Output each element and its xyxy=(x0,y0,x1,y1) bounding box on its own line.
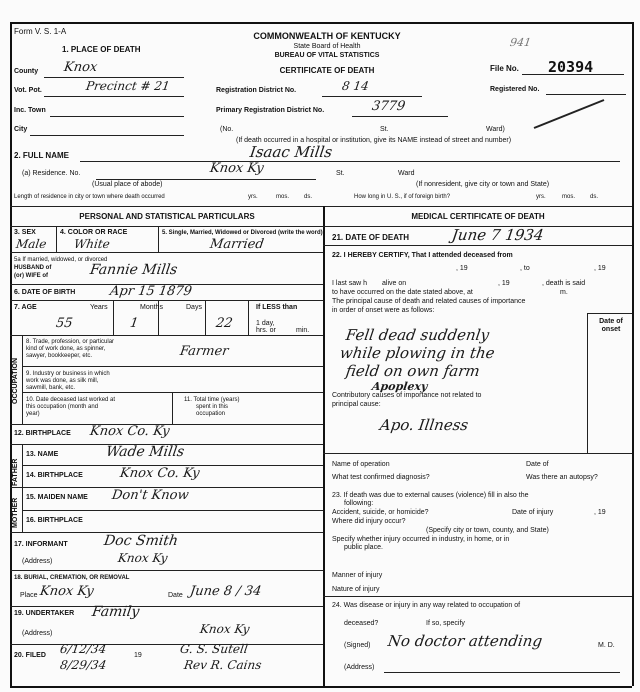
burial-place-label: Place xyxy=(20,592,38,599)
age-years-value: 55 xyxy=(54,316,74,331)
city-label: City xyxy=(14,126,28,133)
vot-label: Vot. Pot. xyxy=(14,87,42,94)
certificate-title: CERTIFICATE OF DEATH xyxy=(279,66,375,75)
father-birthplace-label: 14. BIRTHPLACE xyxy=(26,472,83,479)
min-label: min. xyxy=(296,327,310,334)
day-label: 1 day, xyxy=(256,320,275,327)
q24-line-1: 24. Was disease or injury in any way related to occupation of xyxy=(332,602,521,609)
col-rule xyxy=(158,226,159,252)
external-where: Where did injury occur? xyxy=(332,518,406,525)
industry-label-2: work was done, as silk mill, xyxy=(26,378,99,384)
age-days-value: 22 xyxy=(214,316,234,331)
length-of-residence-note: Length of residence in city or town where death occurred xyxy=(14,194,165,200)
occurred-m: m. xyxy=(560,289,568,296)
undertaker-address-label: (Address) xyxy=(22,630,53,637)
age-label: 7. AGE xyxy=(14,304,37,311)
signed-label: (Signed) xyxy=(344,642,371,649)
trade-label-2: kind of work done, as spinner, xyxy=(26,346,106,352)
last-worked-label-1: 10. Date deceased last worked at xyxy=(26,397,116,403)
last-saw-4: , death is said xyxy=(542,280,586,287)
residence-value: Knox Ky xyxy=(208,161,265,176)
occupation-side-rule xyxy=(22,335,23,424)
us-ds: ds. xyxy=(590,194,599,200)
vot-rule xyxy=(44,96,184,97)
registered-no-rule xyxy=(546,94,626,95)
occupation-side-label: OCCUPATION xyxy=(12,357,19,404)
manner-label: Manner of injury xyxy=(332,572,383,579)
mother-birthplace-label: 16. BIRTHPLACE xyxy=(26,517,83,524)
burial-place-value: Knox Ky xyxy=(38,584,95,599)
usual-place-note: (Usual place of abode) xyxy=(92,181,163,188)
q24-line-3: If so, specify xyxy=(426,620,465,627)
contributory-value: Apo. Illness xyxy=(378,416,470,434)
mother-maiden-value: Don't Know xyxy=(110,488,190,503)
filed-date-2: 8/29/34 xyxy=(59,658,108,672)
col-rule xyxy=(113,300,114,335)
total-time-label-3: occupation xyxy=(196,411,226,417)
spouse-label-1: 5a If married, widowed, or divorced xyxy=(14,257,108,263)
row-rule xyxy=(323,245,632,246)
days-label: Days xyxy=(186,304,202,311)
last-saw-3: , 19 xyxy=(498,280,510,287)
undertaker-address-value: Knox Ky xyxy=(199,622,251,636)
father-birthplace-value: Knox Co. Ky xyxy=(118,466,201,481)
q24-line-2: deceased? xyxy=(344,620,379,627)
last-saw-1: I last saw h xyxy=(332,280,368,287)
external-19: , 19 xyxy=(594,509,606,516)
principal-cause-2: in order of onset were as follows: xyxy=(332,307,435,314)
row-rule xyxy=(10,335,323,336)
principal-cause-1: The principal cause of death and related causes of importance xyxy=(332,298,526,305)
right-border xyxy=(632,22,634,686)
us-residence-note: How long in U. S., if of foreign birth? xyxy=(354,194,451,200)
months-label: Months xyxy=(140,304,163,311)
last-worked-label-2: this occupation (month and xyxy=(26,404,99,410)
external-2: following: xyxy=(344,500,374,507)
reg-district-value: 8 14 xyxy=(341,79,370,93)
medical-address-rule xyxy=(384,672,620,673)
trade-label-1: 8. Trade, profession, or particular xyxy=(26,339,115,345)
left-border xyxy=(10,22,12,686)
us-mos: mos. xyxy=(562,194,576,200)
external-3: Accident, suicide, or homicide? xyxy=(332,509,429,516)
occurred-label: to have occurred on the date stated above, at xyxy=(332,289,473,296)
hospital-note: (If death occurred in a hospital or institution, give its NAME instead of street and number) xyxy=(236,137,512,144)
informant-address-value: Knox Ky xyxy=(117,551,169,565)
file-no-label: File No. xyxy=(490,64,519,73)
spouse-value: Fannie Mills xyxy=(88,262,179,278)
burial-date-label: Date xyxy=(168,592,183,599)
date-of-onset-label: Date of onset xyxy=(599,318,623,333)
pen-slash-mark xyxy=(530,96,610,132)
undertaker-label: 19. UNDERTAKER xyxy=(14,610,75,617)
trade-label-3: sawyer, bookkeeper, etc. xyxy=(26,353,93,359)
filed-19: 19 xyxy=(134,652,142,659)
residence-st-label: St. xyxy=(336,170,345,177)
top-border xyxy=(10,22,632,24)
onset-col-rule xyxy=(587,313,588,453)
reg-district-rule xyxy=(322,96,422,97)
registrar-sig-2: Rev R. Cains xyxy=(183,658,263,672)
primary-reg-value: 3779 xyxy=(370,99,407,114)
dod-label: 21. DATE OF DEATH xyxy=(332,233,410,242)
filed-label: 20. FILED xyxy=(14,652,46,659)
city-rule xyxy=(30,135,184,136)
nature-label: Nature of injury xyxy=(332,586,380,593)
certify-19b: , 19 xyxy=(594,265,606,272)
col-rule xyxy=(56,226,57,252)
primary-reg-rule xyxy=(352,116,448,117)
form-id: Form V. S. 1-A xyxy=(14,27,67,36)
birthplace-label: 12. BIRTHPLACE xyxy=(14,430,71,437)
col-rule xyxy=(172,392,173,424)
age-months-value: 1 xyxy=(128,316,140,331)
vot-value: Precinct # 21 xyxy=(85,79,171,93)
burial-label: 18. BURIAL, CREMATION, OR REMOVAL xyxy=(14,575,130,581)
county-value: Knox xyxy=(62,60,99,75)
father-side-label: FATHER xyxy=(12,458,19,486)
row-rule xyxy=(10,252,323,253)
row-rule xyxy=(323,596,632,597)
industry-label-1: 9. Industry or business in which xyxy=(26,371,110,377)
mother-side-label: MOTHER xyxy=(12,497,19,528)
spouse-label-2: HUSBAND of xyxy=(14,265,52,271)
col-rule xyxy=(205,300,206,335)
registrar-sig-1: G. S. Sutell xyxy=(179,642,249,656)
full-name-value: Isaac Mills xyxy=(248,143,334,161)
length-ds: ds. xyxy=(304,194,313,200)
personal-section-title: PERSONAL AND STATISTICAL PARTICULARS xyxy=(79,212,255,221)
registered-no-label: Registered No. xyxy=(490,86,540,93)
signed-value: No doctor attending xyxy=(386,632,544,650)
file-no-rule xyxy=(522,74,624,75)
external-5: Specify whether injury occurred in industry, in home, or in xyxy=(332,536,510,543)
row-rule xyxy=(10,300,323,301)
place-of-death-label: 1. PLACE OF DEATH xyxy=(62,45,141,54)
sex-value: Male xyxy=(15,237,48,251)
burial-date-value: June 8 / 34 xyxy=(188,584,263,599)
length-yrs: yrs. xyxy=(248,194,258,200)
file-number: 20394 xyxy=(548,58,594,76)
undertaker-value: Family xyxy=(90,604,141,620)
hrs-label: hrs. or xyxy=(256,327,276,334)
row-rule xyxy=(323,453,632,454)
father-name-label: 13. NAME xyxy=(26,451,59,458)
inc-town-rule xyxy=(50,116,184,117)
certify-to: , to xyxy=(520,265,530,272)
md-label: M. D. xyxy=(598,642,615,649)
father-name-value: Wade Mills xyxy=(104,444,186,460)
medical-section-title: MEDICAL CERTIFICATE OF DEATH xyxy=(411,212,545,221)
cause-line-1: Fell dead suddenly xyxy=(344,326,491,344)
medical-address-label: (Address) xyxy=(344,664,375,671)
dob-label: 6. DATE OF BIRTH xyxy=(14,289,76,296)
contributory-1: Contributory causes of importance not related to xyxy=(332,392,482,399)
dod-value: June 7 1934 xyxy=(450,226,545,244)
section-divider xyxy=(10,206,632,207)
full-name-rule xyxy=(80,161,620,162)
file-stamp: 941 xyxy=(509,36,532,49)
inc-town-label: Inc. Town xyxy=(14,107,46,114)
county-label: County xyxy=(14,68,39,75)
industry-label-3: sawmill, bank, etc. xyxy=(26,385,76,391)
less-than-label: If LESS than xyxy=(256,304,298,311)
row-rule xyxy=(10,570,323,571)
parents-side-rule xyxy=(22,444,23,532)
sex-label: 3. SEX xyxy=(14,229,36,236)
row-rule xyxy=(22,366,323,367)
autopsy-label: Was there an autopsy? xyxy=(526,474,598,481)
birthplace-value: Knox Co. Ky xyxy=(88,424,171,439)
cause-line-3: field on own farm xyxy=(344,362,481,380)
marital-value: Married xyxy=(208,237,265,252)
external-date: Date of injury xyxy=(512,509,554,516)
certify-19a: , 19 xyxy=(456,265,468,272)
residence-ward-label: Ward xyxy=(398,170,415,177)
contributory-2: principal cause: xyxy=(332,401,381,408)
cause-line-2: while plowing in the xyxy=(338,344,496,362)
color-value: White xyxy=(73,237,111,251)
mother-maiden-label: 15. MAIDEN NAME xyxy=(26,494,88,501)
residence-rule xyxy=(96,179,316,180)
cause-line-4: Apoplexy xyxy=(371,380,429,393)
st-label: St. xyxy=(380,126,389,133)
operation-label: Name of operation xyxy=(332,461,390,468)
color-label: 4. COLOR OR RACE xyxy=(60,229,128,236)
primary-reg-label: Primary Registration District No. xyxy=(216,107,325,114)
informant-value: Doc Smith xyxy=(102,533,180,549)
last-saw-2: alive on xyxy=(382,280,407,287)
last-worked-label-3: year) xyxy=(26,411,40,417)
spouse-label-3: (or) WIFE of xyxy=(14,273,48,279)
commonwealth-title: COMMONWEALTH OF KENTUCKY xyxy=(253,31,401,41)
certify-label: 22. I HEREBY CERTIFY, That I attended deceased from xyxy=(332,252,513,259)
marital-label: 5. Single, Married, Widowed or Divorced (write the word) xyxy=(162,230,323,236)
row-rule xyxy=(10,606,323,607)
onset-rule xyxy=(587,313,632,314)
full-name-label: 2. FULL NAME xyxy=(14,151,69,160)
external-1: 23. If death was due to external causes (violence) fill in also the xyxy=(332,492,529,499)
us-yrs: yrs. xyxy=(536,194,546,200)
center-divider xyxy=(323,206,325,686)
diagnosis-label: What test confirmed diagnosis? xyxy=(332,474,430,481)
total-time-label-1: 11. Total time (years) xyxy=(184,397,240,403)
row-rule xyxy=(10,644,323,645)
row-rule xyxy=(22,510,323,511)
dob-value: Apr 15 1879 xyxy=(108,284,193,299)
col-rule xyxy=(248,300,249,335)
filed-date-1: 6/12/34 xyxy=(59,642,108,656)
years-label: Years xyxy=(90,304,108,311)
operation-date-label: Date of xyxy=(526,461,549,468)
reg-district-label: Registration District No. xyxy=(216,87,297,94)
county-rule xyxy=(44,77,184,78)
bureau-title: BUREAU OF VITAL STATISTICS xyxy=(274,52,380,59)
length-mos: mos. xyxy=(276,194,290,200)
external-specify: (Specify city or town, county, and State) xyxy=(426,527,549,534)
external-6: public place. xyxy=(344,544,383,551)
bottom-border xyxy=(10,686,632,688)
nonresident-note: (If nonresident, give city or town and State) xyxy=(416,181,550,188)
residence-label: (a) Residence. No. xyxy=(22,170,81,177)
board-title: State Board of Health xyxy=(293,43,361,50)
no-label: (No. xyxy=(220,126,234,133)
ward-label: Ward) xyxy=(486,126,505,133)
trade-value: Farmer xyxy=(178,344,230,359)
informant-label: 17. INFORMANT xyxy=(14,541,68,548)
total-time-label-2: spent in this xyxy=(196,404,229,410)
informant-address-label: (Address) xyxy=(22,558,53,565)
